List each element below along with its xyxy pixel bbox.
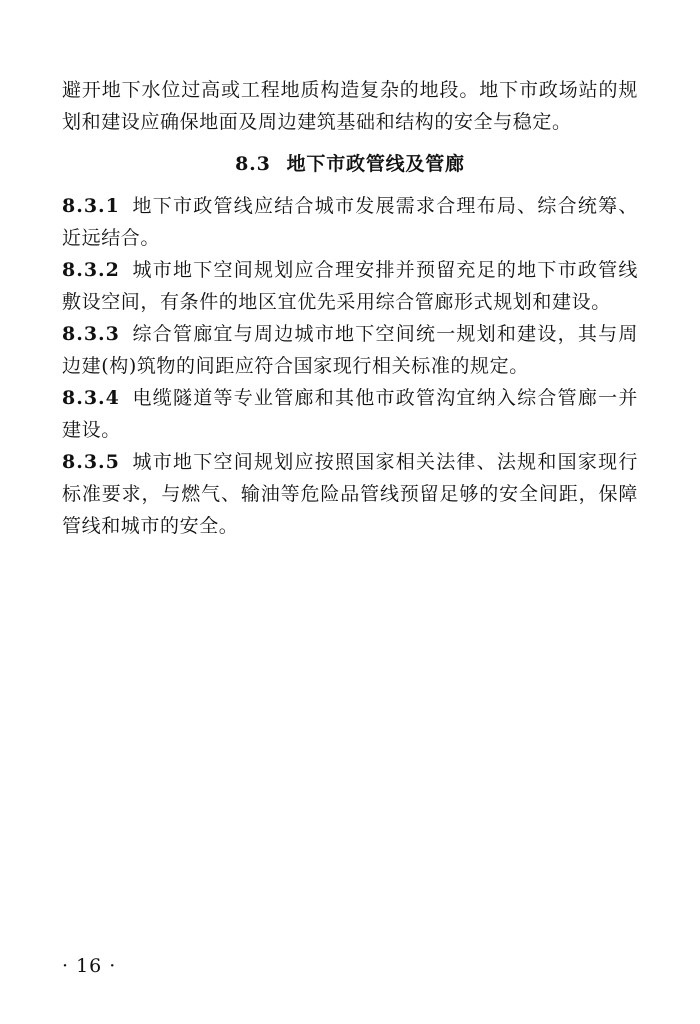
clause-number: 8.3.2: [62, 259, 120, 281]
clause-8-3-2: [62, 254, 638, 318]
section-heading: [62, 148, 638, 180]
clause-8-3-4: [62, 382, 638, 446]
clause-8-3-5: [62, 446, 638, 542]
page-number: · 16 ·: [62, 955, 117, 977]
clause-number: 8.3.1: [62, 195, 120, 217]
clause-number: 8.3.4: [62, 387, 120, 409]
clause-text: 城市地下空间规划应按照国家相关法律、法规和国家现行标准要求，与燃气、输油等危险品管线预留足够的安全间距，保障管线和城市的安全。: [62, 451, 638, 537]
document-body: [62, 74, 638, 542]
section-number: 8.3: [235, 153, 271, 175]
clause-text: 城市地下空间规划应合理安排并预留充足的地下市政管线敷设空间，有条件的地区宜优先采用综合管廊形式规划和建设。: [62, 259, 638, 313]
clause-text: 综合管廊宜与周边城市地下空间统一规划和建设，其与周边建(构)筑物的间距应符合国家现行相关标准的规定。: [62, 323, 638, 377]
clause-text: 地下市政管线应结合城市发展需求合理布局、综合统筹、近远结合。: [62, 195, 638, 249]
clause-number: 8.3.3: [62, 323, 120, 345]
clause-8-3-3: [62, 318, 638, 382]
clause-text: 电缆隧道等专业管廊和其他市政管沟宜纳入综合管廊一并建设。: [62, 387, 638, 441]
intro-paragraph: 避开地下水位过高或工程地质构造复杂的地段。地下市政场站的规划和建设应确保地面及周边建筑基础和结构的安全与稳定。: [62, 79, 638, 133]
section-title: 地下市政管线及管廊: [286, 153, 465, 175]
clause-number: 8.3.5: [62, 451, 120, 473]
clause-8-3-1: [62, 190, 638, 254]
